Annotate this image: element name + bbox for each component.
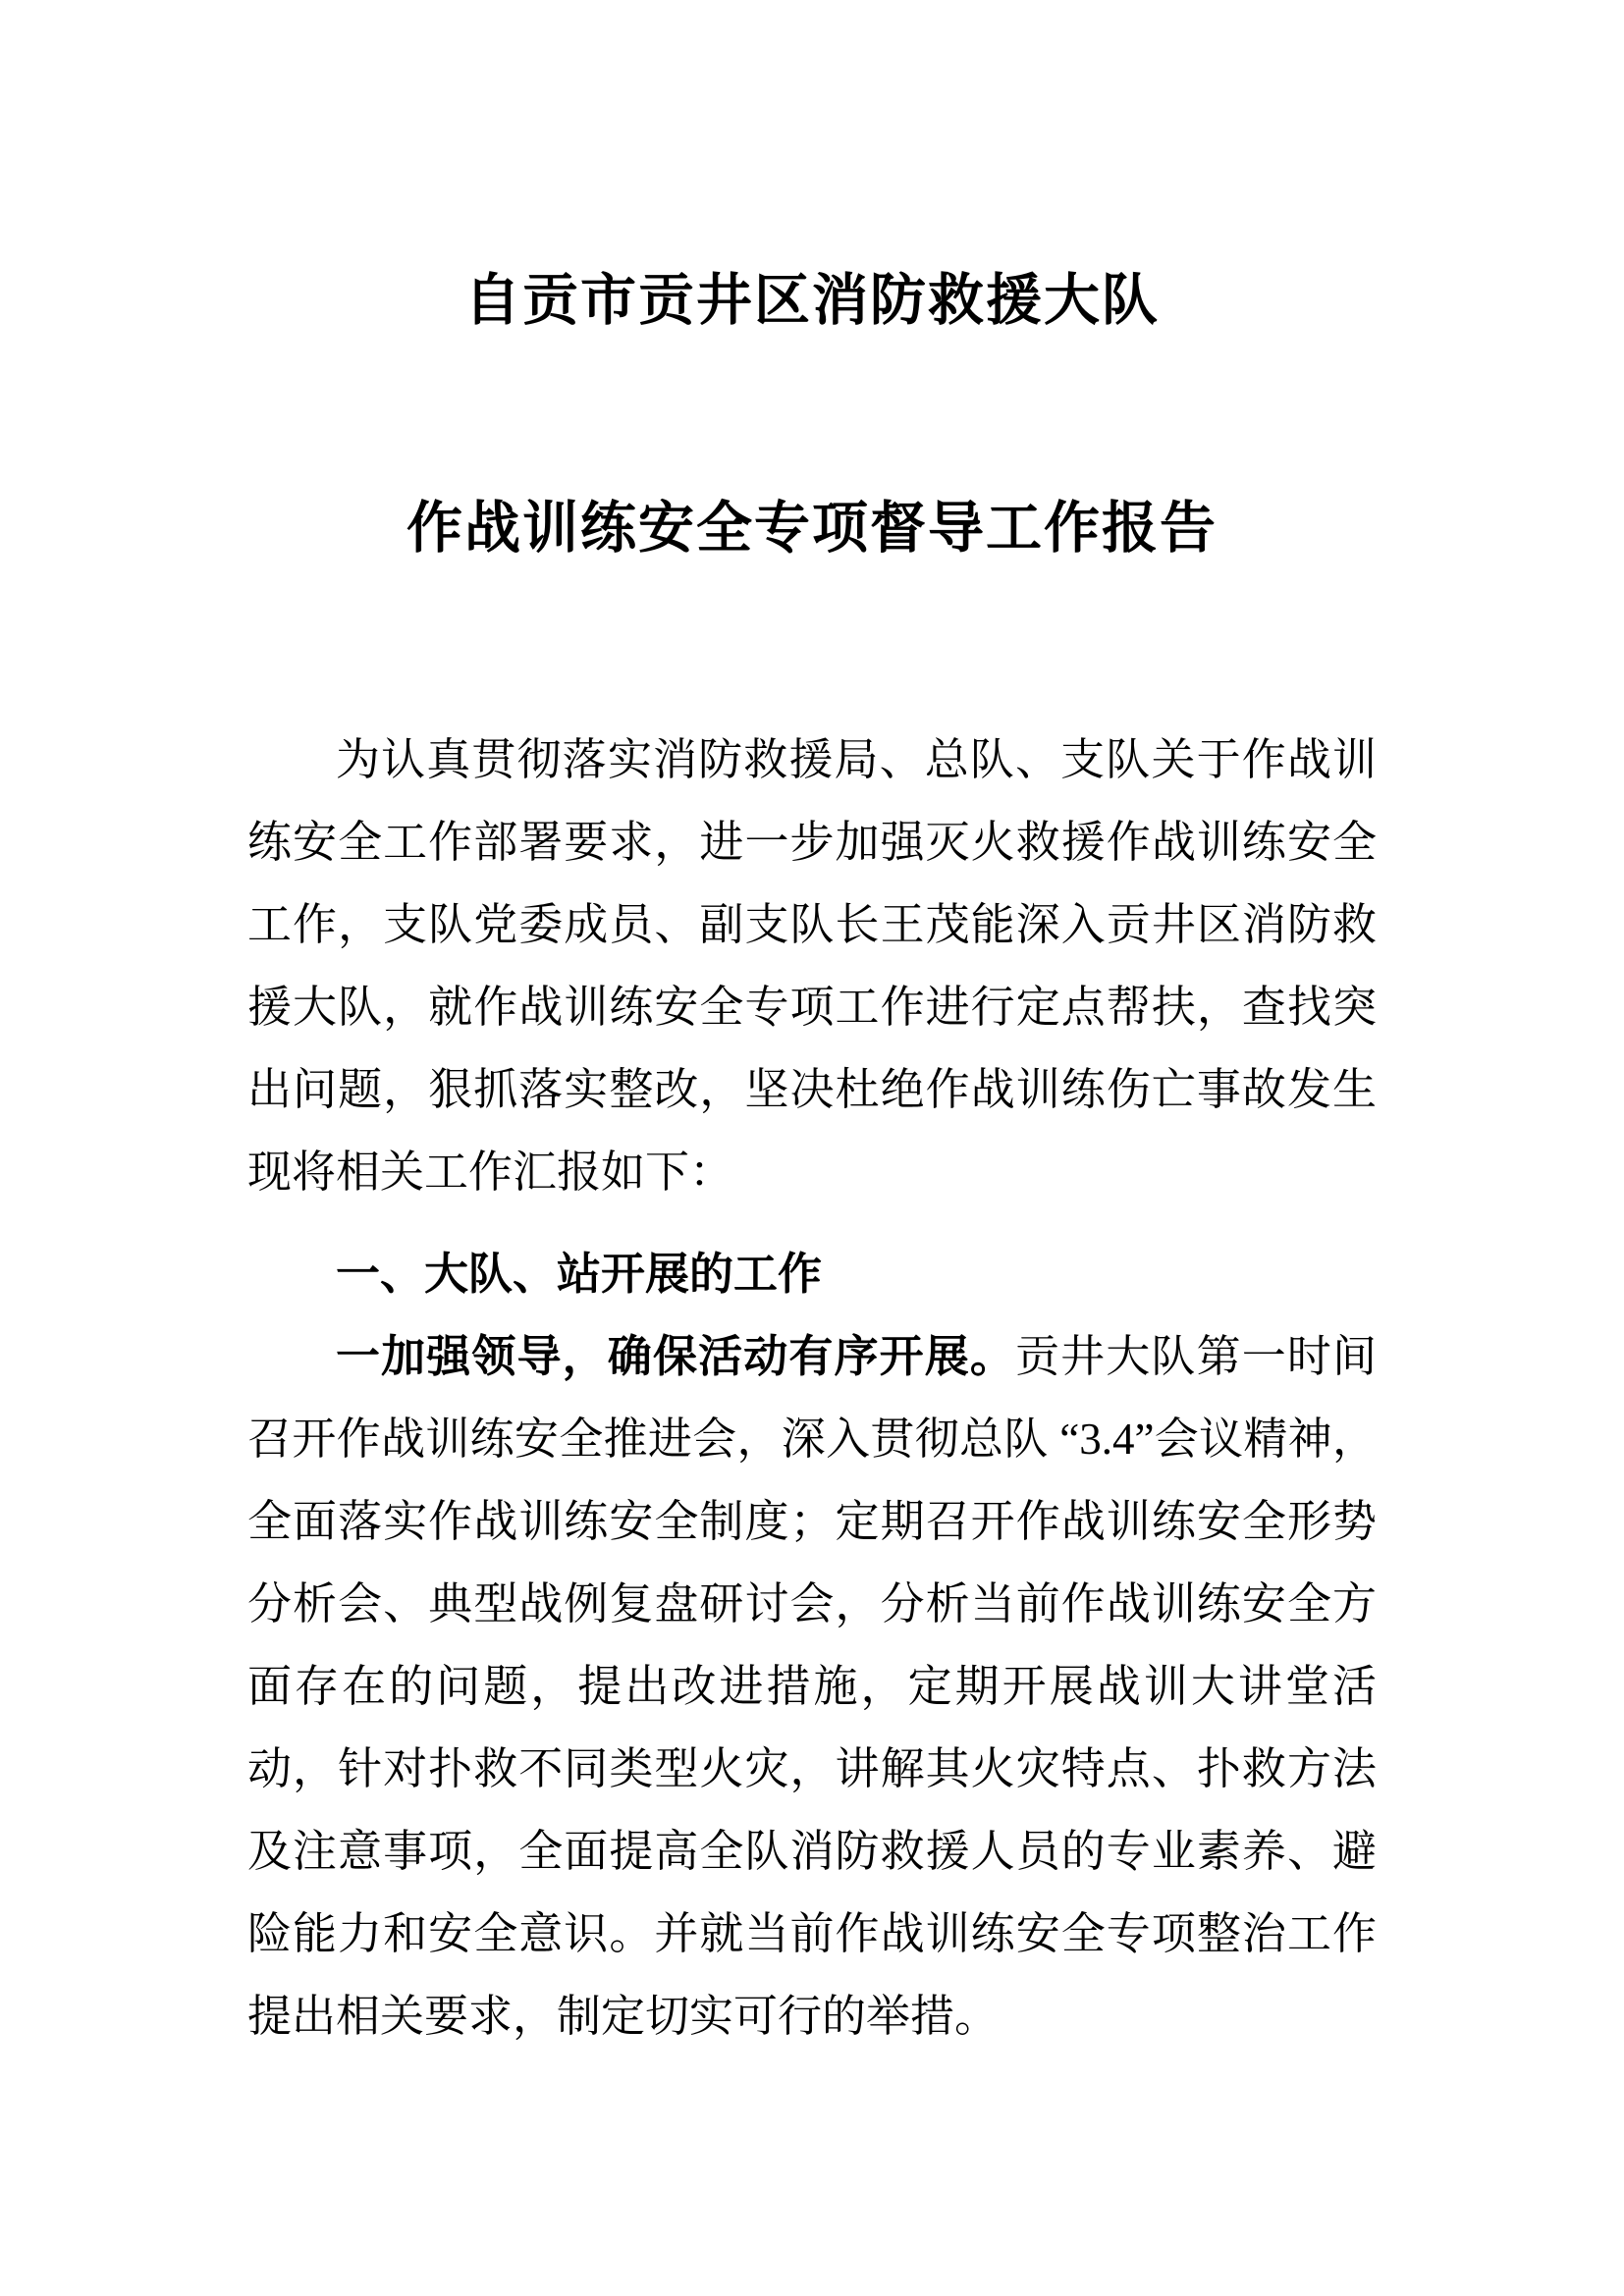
- section1-line-3: 分析会、典型战例复盘研讨会，分析当前作战训练安全方: [247, 1579, 1377, 1629]
- paragraph1-line-2: 练安全工作部署要求，进一步加强灭火救援作战训练安全: [247, 817, 1377, 867]
- paragraph1-line-6: 现将相关工作汇报如下：: [247, 1147, 734, 1197]
- section1-line-2: 全面落实作战训练安全制度；定期召开作战训练安全形势: [247, 1497, 1377, 1546]
- section1-lead-rest-text: 贡井大队第一时间: [1015, 1332, 1377, 1381]
- document-body: [247, 719, 1377, 2057]
- section1-line-7: 险能力和安全意识。并就当前作战训练安全专项整治工作: [247, 1909, 1377, 1958]
- paragraph1-line-4: 援大队，就作战训练安全专项工作进行定点帮扶，查找突: [247, 982, 1377, 1032]
- paragraph1-line-1: 为认真贯彻落实消防救援局、总队、支队关于作战训: [336, 734, 1377, 784]
- section1-heading: 一、大队、站开展的工作: [336, 1250, 823, 1299]
- document-title-line2: 作战训练安全专项督导工作报告: [406, 498, 1218, 560]
- section1-line-5: 动，针对扑救不同类型火灾，讲解其火灾特点、扑救方法: [247, 1744, 1377, 1793]
- section1-lead-line: [247, 1315, 1377, 1398]
- section1-lead-bold-text: 一加强领导，确保活动有序开展。: [336, 1332, 1016, 1381]
- paragraph1-line-3: 工作，支队党委成员、副支队长王茂能深入贡井区消防救: [247, 899, 1377, 949]
- section1-line-6: 及注意事项，全面提高全队消防救援人员的专业素养、避: [247, 1827, 1377, 1876]
- section1-line-4: 面存在的问题，提出改进措施，定期开展战训大讲堂活: [247, 1662, 1377, 1711]
- document-title-line1: 自贡市贡井区消防救援大队: [464, 270, 1160, 332]
- section1-line-8: 提出相关要求，制定切实可行的举措。: [247, 1992, 1000, 2041]
- section1-line-1: 召开作战训练安全推进会，深入贯彻总队 “3.4”会议精神，: [247, 1415, 1377, 1464]
- paragraph1-line-5: 出问题，狠抓落实整改，坚决杜绝作战训练伤亡事故发生: [247, 1064, 1377, 1114]
